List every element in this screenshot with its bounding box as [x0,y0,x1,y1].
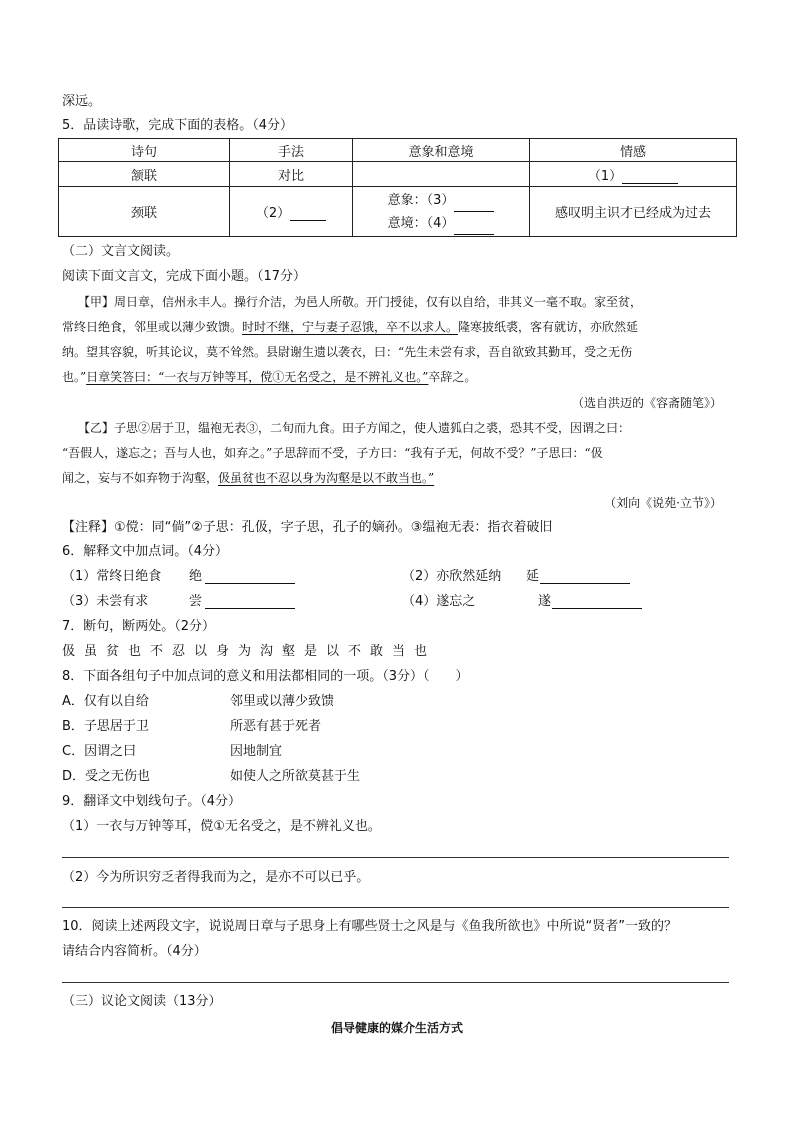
question-9-prompt: 9．翻译文中划线句子。（4分） [62,794,242,809]
option-pair: 因地制宜 [230,744,283,759]
answer-blank[interactable] [540,569,630,584]
underlined-sentence: 伋虽贫也不忍以身为沟壑是以不敢当也。” [218,471,435,485]
q6-item [62,569,203,585]
question-10-prompt: 10．阅读上述两段文字，说说周日章与子思身上有哪些贤士之风是与《鱼我所欲也》中所说“贤者”一致的？ [62,919,678,934]
passage-source: （刘向《说苑·立节》） [604,496,722,510]
q8-option[interactable] [62,719,322,735]
header-cell: 情感 [530,139,737,162]
passage-text: 也。” [62,370,87,384]
answer-line[interactable] [62,857,729,858]
passage-text: 闻之，妄与不如弃物于沟壑， [62,471,219,485]
answer-blank[interactable] [552,594,642,609]
answer-label: （2） [255,206,291,221]
answer-line[interactable] [62,982,729,983]
question-10-prompt-cont: 请结合内容简析。（4分） [62,944,207,959]
header-cell: 诗句 [59,139,230,162]
option-label: D．受之无伤也 [62,769,151,784]
answer-label: 意境：（4） [387,215,455,231]
question-7-prompt: 7．断句，断两处。（2分） [62,619,216,634]
question-8-prompt: 8．下面各组句子中加点词的意义和用法都相同的一项。（3分）（ ） [62,669,469,684]
answer-blank[interactable] [454,220,494,235]
q6-word: 遂 [538,594,552,609]
q9-sentence-1: （1）一衣与万钟等耳，傥①无名受之，是不辨礼义也。 [62,819,381,834]
table-cell: 对比 [230,162,353,187]
answer-blank[interactable] [290,206,326,221]
section-title: （三）议论文阅读（13分） [62,994,222,1009]
option-pair: 邻里或以薄少致馈 [230,694,335,709]
q7-sentence[interactable]: 伋虽贫也不忍以身为沟壑是以不敢当也 [62,644,437,659]
passage-text: 常终日绝食，邻里或以薄少致馈。 [62,320,243,334]
answer-cell[interactable] [530,162,737,187]
option-label: B．子思居于卫 [62,719,149,734]
passage-jia-line [62,319,638,335]
table-cell: 颔联 [59,162,230,187]
question-5-prompt: 5．品读诗歌，完成下面的表格。（4分） [62,118,294,133]
option-label: A．仅有以自给 [62,694,149,709]
text-fragment: 深远。 [62,94,102,109]
q6-word: 绝 [189,569,203,584]
answer-cell[interactable] [353,187,530,237]
answer-line[interactable] [62,907,729,908]
q8-option[interactable] [62,744,283,760]
table-row [59,187,737,237]
table-cell: 感叹明主识才已经成为过去 [530,187,737,237]
q8-option[interactable] [62,769,361,785]
passage-text: 隆寒披纸裘，客有就访，亦欣然延 [458,320,639,334]
q6-item [402,594,552,610]
q6-item-label: （4）遂忘之 [402,594,476,609]
section-instruction: 阅读下面文言文，完成下面小题。（17分） [62,269,307,284]
answer-cell[interactable] [230,187,353,237]
q6-item-label: （3）未尝有求 [62,594,149,609]
annotation-notes: 【注释】①傥：同“倘”②子思：孔伋，字子思，孔子的嫡孙。③缊袍无表：指衣着破旧 [62,520,553,535]
table-cell: 颈联 [59,187,230,237]
poem-analysis-table [58,138,737,237]
passage-yi-line: “吾假人，遂忘之；吾与人也，如弃之。”子思辞而不受，子方曰：“我有子无，何故不受？”子思曰：“伋 [62,446,603,460]
table-cell [353,162,530,187]
answer-blank[interactable] [205,569,295,584]
passage-jia-line: 【甲】周日章，信州永丰人。操行介洁，为邑人所敬。开门授徒，仅有以自给，非其义一毫不取。家至贫， [78,295,643,309]
q6-word: 尝 [189,594,203,609]
q6-item-label: （1）常终日绝食 [62,569,162,584]
header-cell: 意象和意境 [353,139,530,162]
option-pair: 如使人之所欲莫甚于生 [230,769,361,784]
q8-option[interactable] [62,694,335,710]
q6-item [402,569,540,585]
underlined-sentence: 日章笑答曰：“一衣与万钟等耳，傥①无名受之，是不辨礼义也。” [86,370,429,384]
option-pair: 所恶有甚于死者 [230,719,322,734]
passage-yi-line [62,470,434,486]
answer-blank[interactable] [205,594,295,609]
passage-source: （选自洪迈的《容斋随笔》） [571,396,722,410]
answer-blank[interactable] [622,169,678,184]
q9-sentence-2: （2）今为所识穷乏者得我而为之，是亦不可以已乎。 [62,870,370,885]
article-title: 倡导健康的媒介生活方式 [330,1021,463,1035]
option-label: C．因谓之曰 [62,744,137,759]
passage-jia-line [62,369,476,385]
answer-label: （1） [587,168,623,184]
table-header-row [59,139,737,162]
question-6-prompt: 6．解释文中加点词。（4分） [62,544,229,559]
passage-text: 卒辞之。 [428,370,477,384]
passage-yi-line: 【乙】子思②居于卫，缊袍无表③，二旬而九食。田子方闻之，使人遗狐白之裘，恐其不受，因谓之曰： [78,421,631,435]
answer-blank[interactable] [454,197,494,212]
section-title: （二）文言文阅读。 [62,244,180,259]
underlined-sentence: 时时不继，宁与妻子忍饿，卒不以求人。 [242,320,459,334]
passage-jia-line: 纳。望其容貌，听其论议，莫不耸然。县尉谢生遗以袭衣，曰：“先生未尝有求，吾自欲致其勤耳，受之无伤 [62,345,633,359]
header-cell: 手法 [230,139,353,162]
q6-item-label: （2）亦欣然延纳 [402,569,502,584]
answer-label: 意象：（3） [387,192,455,208]
table-row [59,162,737,187]
q6-item [62,594,203,610]
q6-word: 延 [526,569,540,584]
